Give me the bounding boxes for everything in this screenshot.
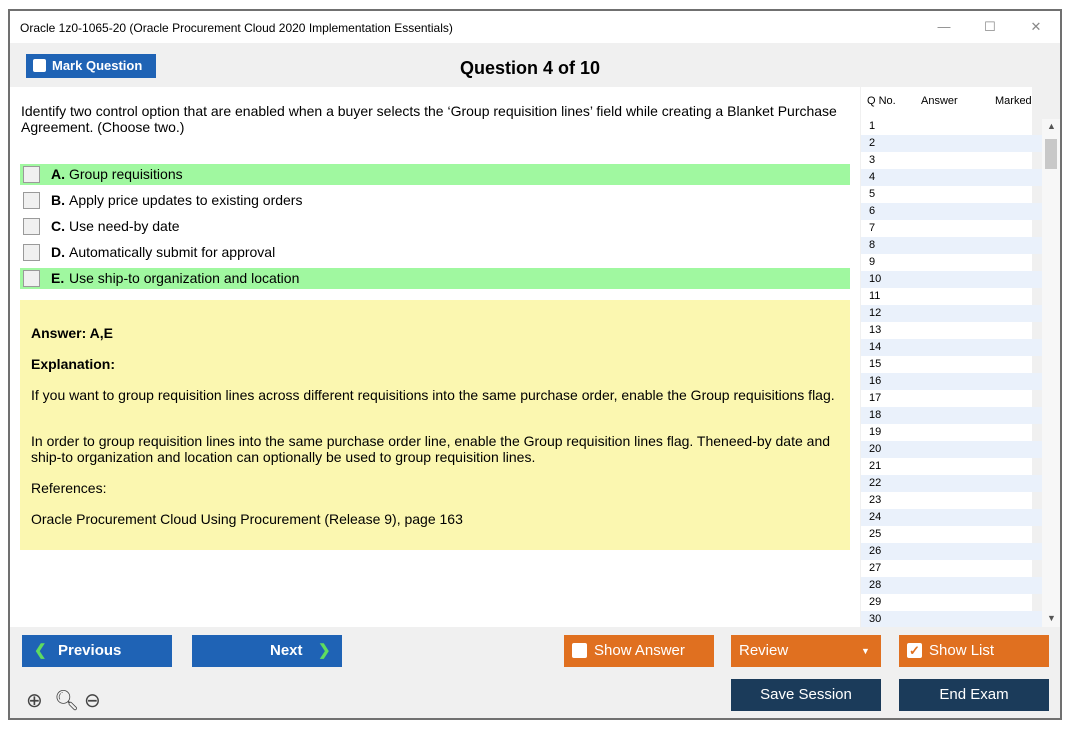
question-number: 9 [869,256,876,268]
question-number: 20 [869,443,882,455]
question-number: 30 [869,613,882,625]
option-letter: E. [51,270,65,286]
question-list-row[interactable] [861,373,1043,390]
question-list-row[interactable] [861,220,1043,237]
question-list-row[interactable] [861,152,1043,169]
option-text: Use need-by date [69,218,180,234]
question-number: 24 [869,511,882,523]
question-number: 27 [869,562,882,574]
option-e[interactable] [20,268,850,289]
next-label: Next [270,642,303,659]
question-number: 1 [869,120,876,132]
question-list [861,87,1032,627]
option-text: Automatically submit for approval [69,244,276,260]
question-list-row[interactable] [861,560,1043,577]
question-list-row[interactable] [861,458,1043,475]
explanation-heading: Explanation: [31,356,116,372]
option-checkbox[interactable] [23,270,40,287]
question-list-row[interactable] [861,186,1043,203]
title-bar [10,11,1060,43]
show-answer-label: Show Answer [594,642,685,659]
question-number: 19 [869,426,882,438]
question-list-row[interactable] [861,322,1043,339]
checkbox-icon [33,59,46,72]
question-number: 17 [869,392,882,404]
previous-label: Previous [58,642,122,659]
show-list-label: Show List [929,642,995,659]
question-list-row[interactable] [861,237,1043,254]
question-list-row[interactable] [861,407,1043,424]
question-list-row[interactable] [861,509,1043,526]
question-number: 6 [869,205,876,217]
column-marked: Marked [995,95,1032,107]
question-list-scrollbar[interactable] [1042,119,1060,627]
question-list-row[interactable] [861,475,1043,492]
option-letter: A. [51,166,65,182]
question-title: Question 4 of 10 [460,58,601,78]
option-letter: C. [51,218,65,234]
option-text: Group requisitions [69,166,183,182]
option-checkbox[interactable] [23,192,40,209]
question-number: 15 [869,358,882,370]
question-number: 3 [869,154,876,166]
question-number: 10 [869,273,882,285]
question-number: 13 [869,324,882,336]
question-list-row[interactable] [861,135,1043,152]
question-list-row[interactable] [861,543,1043,560]
maximize-icon[interactable]: ☐ [984,19,996,34]
option-b[interactable] [20,190,850,211]
references-label: References: [31,480,107,496]
question-list-row[interactable] [861,594,1043,611]
option-c[interactable] [20,216,850,237]
explanation-paragraph-2: In order to group requisition lines into the same purchase order line, enable the Group requisition lines flag. Theneed-by date and ship-to organization and location can optionally be used to group requisition lines. [31,433,831,465]
column-qno: Q No. [867,95,896,107]
question-number: 16 [869,375,882,387]
chevron-right-icon: ❯ [318,642,331,659]
option-letter: B. [51,192,65,208]
question-list-row[interactable] [861,390,1043,407]
window-title: Oracle 1z0-1065-20 (Oracle Procurement Cloud 2020 Implementation Essentials) [20,21,453,35]
next-button[interactable] [192,635,342,667]
question-list-row[interactable] [861,441,1043,458]
question-number: 14 [869,341,882,353]
option-checkbox[interactable] [23,218,40,235]
option-letter: D. [51,244,65,260]
option-a[interactable] [20,164,850,185]
question-list-row[interactable] [861,577,1043,594]
option-checkbox[interactable] [23,244,40,261]
app-window [8,9,1062,720]
close-icon[interactable]: ✕ [1030,19,1042,34]
scroll-down-icon[interactable]: ▼ [1047,613,1056,623]
answer-line: Answer: A,E [31,325,113,341]
question-number: 2 [869,137,876,149]
option-text: Use ship-to organization and location [69,270,300,286]
question-list-row[interactable] [861,526,1043,543]
zoom-reset-icon[interactable]: 🔍︎ [54,690,80,712]
question-number: 22 [869,477,882,489]
mark-question-button[interactable] [26,54,156,78]
question-number: 29 [869,596,882,608]
explanation-paragraph-1: If you want to group requisition lines across different requisitions into the same purchase order, enable the Group requisitions flag. [31,387,835,403]
zoom-in-icon[interactable]: ⊕ [26,690,43,712]
question-list-row[interactable] [861,271,1043,288]
review-dropdown[interactable] [731,635,881,667]
question-list-row[interactable] [861,339,1043,356]
save-session-button[interactable]: Save Session [731,679,881,711]
option-checkbox[interactable] [23,166,40,183]
question-number: 11 [869,290,881,302]
question-list-row[interactable] [861,305,1043,322]
question-number: 21 [869,460,882,472]
show-answer-button[interactable] [564,635,714,667]
caret-down-icon: ▼ [861,646,870,656]
question-list-header [861,87,1032,117]
chevron-left-icon: ❮ [34,642,47,659]
question-list-row[interactable] [861,203,1043,220]
question-number: 18 [869,409,882,421]
checkbox-checked-icon [907,643,922,658]
question-number: 25 [869,528,882,540]
question-number: 4 [869,171,876,183]
previous-button[interactable] [22,635,172,667]
review-label: Review [739,642,789,659]
answer-explanation-box [20,300,850,550]
question-list-row[interactable] [861,356,1043,373]
question-text: Identify two control option that are enabled when a buyer selects the ‘Group requisition lines’ field while creating a Blanket Purchase Agreement. (Choose two.) [21,103,837,135]
question-number: 28 [869,579,882,591]
question-panel [10,87,860,627]
scroll-up-icon[interactable]: ▲ [1047,121,1056,131]
zoom-out-icon[interactable]: ⊖ [84,690,101,712]
reference-text: Oracle Procurement Cloud Using Procurement (Release 9), page 163 [31,511,463,527]
footer-toolbar [10,627,1060,718]
question-number: 5 [869,188,876,200]
question-list-row[interactable] [861,424,1043,441]
question-list-row[interactable] [861,169,1043,186]
question-number: 26 [869,545,882,557]
option-text: Apply price updates to existing orders [69,192,303,208]
question-number: 23 [869,494,882,506]
question-number: 7 [869,222,876,234]
mark-question-label: Mark Question [52,58,143,73]
checkbox-icon [572,643,587,658]
question-header [10,43,1060,87]
question-list-row[interactable] [861,288,1043,305]
minimize-icon[interactable]: — [937,19,951,34]
question-list-row[interactable] [861,611,1043,628]
show-list-button[interactable] [899,635,1049,667]
option-d[interactable] [20,242,850,263]
scroll-thumb[interactable] [1045,139,1057,169]
question-number: 8 [869,239,876,251]
question-number: 12 [869,307,882,319]
column-answer: Answer [921,95,958,107]
question-list-row[interactable] [861,118,1043,135]
question-list-row[interactable] [861,254,1043,271]
question-list-row[interactable] [861,492,1043,509]
end-exam-button[interactable]: End Exam [899,679,1049,711]
